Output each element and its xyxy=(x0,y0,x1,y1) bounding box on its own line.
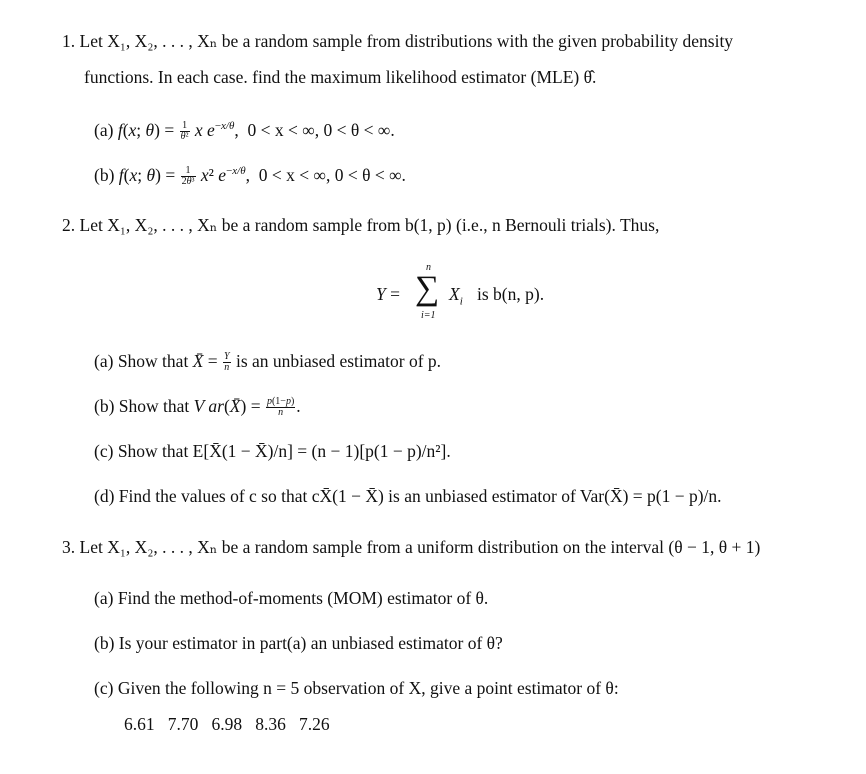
part-c-label: (c) xyxy=(94,678,114,698)
formula-xbar: X̄ = $\frac{Y}{n}$ xyxy=(192,351,230,374)
question-2-intro xyxy=(62,214,659,236)
formula-a: f(x; θ) = $\frac{1}{\text{θ²}}$ x $e^{-x/\theta}$, xyxy=(117,120,239,143)
question-1-line-2 xyxy=(84,66,596,88)
sum-lower-limit: i=1 xyxy=(421,310,436,321)
sum-suffix: is b(n, p). xyxy=(477,284,545,304)
observations-list xyxy=(124,713,330,735)
question-2-text: Let X₁, X₂, . . . , Xₙ be a random sample from b(1, p) (i.e., n Bernouli trials). Thus, xyxy=(79,215,660,235)
sum-upper-limit: n xyxy=(426,262,431,273)
question-1-line-1 xyxy=(62,30,733,52)
part-b-domain: 0 < x < ∞, 0 < θ < ∞. xyxy=(258,165,406,185)
part-c-label: (c) xyxy=(94,441,114,461)
part-a-label: (a) xyxy=(94,588,114,608)
question-1-intro: Let X₁, X₂, . . . , Xₙ be a random sample from distributions with the given probability density xyxy=(79,31,734,51)
part-a-text-post: is an unbiased estimator of p. xyxy=(235,351,442,371)
question-3-text: Let X₁, X₂, . . . , Xₙ be a random sample from a uniform distribution on the interval (θ − 1, θ + 1) xyxy=(79,537,761,557)
sum-display xyxy=(370,262,590,322)
question-3-number: 3. xyxy=(62,537,76,557)
question-2-part-d xyxy=(94,485,722,507)
question-1-part-a xyxy=(94,119,395,142)
question-2-part-c xyxy=(94,440,451,462)
part-b-label: (b) xyxy=(94,396,115,416)
observation-value: 7.70 xyxy=(167,714,199,734)
sum-term: $X_i$ xyxy=(449,284,463,308)
part-b-label: (b) xyxy=(94,165,115,185)
part-d-label: (d) xyxy=(94,486,115,506)
question-1-number: 1. xyxy=(62,31,76,51)
question-3-part-a xyxy=(94,587,488,609)
question-3-intro xyxy=(62,536,760,558)
part-c-text: Given the following n = 5 observation of X, give a point estimator of θ: xyxy=(117,678,619,698)
question-1-part-b xyxy=(94,164,406,187)
part-b-text-pre: Show that xyxy=(118,396,190,416)
observation-value: 6.98 xyxy=(211,714,243,734)
question-3-part-b xyxy=(94,632,503,654)
part-a-domain: 0 < x < ∞, 0 < θ < ∞. xyxy=(247,120,395,140)
part-a-text: Find the method-of-moments (MOM) estimator of θ. xyxy=(117,588,489,608)
part-b-label: (b) xyxy=(94,633,115,653)
part-b-text: Is your estimator in part(a) an unbiased estimator of θ? xyxy=(118,633,503,653)
formula-b: f(x; θ) = $\frac{1}{\text{2θ³}}$ x² $e^{-x/\theta}$, xyxy=(118,165,250,188)
observation-value: 6.61 xyxy=(124,714,155,734)
question-1-intro-cont: functions. In each case. find the maximum likelihood estimator (MLE) θ̂. xyxy=(84,67,597,87)
question-2-number: 2. xyxy=(62,215,76,235)
part-a-text-pre: Show that xyxy=(117,351,189,371)
observation-value: 7.26 xyxy=(299,714,330,734)
part-a-label: (a) xyxy=(94,120,114,140)
part-d-text: Find the values of c so that cX̄(1 − X̄) is an unbiased estimator of Var(X̄) = p(1 − p)/n. xyxy=(118,486,722,506)
observation-value: 8.36 xyxy=(255,714,286,734)
sum-lhs: Y = xyxy=(376,284,400,304)
question-3-part-c xyxy=(94,677,619,699)
sigma-icon: ∑ xyxy=(415,270,440,307)
question-2-part-a xyxy=(94,350,441,373)
question-2-part-b xyxy=(94,395,301,418)
part-a-label: (a) xyxy=(94,351,114,371)
formula-var: V ar(X̄) = $\frac{p(1-p)}{n}$ . xyxy=(193,396,301,419)
part-c-text: Show that E[X̄(1 − X̄)/n] = (n − 1)[p(1 − p)/n²]. xyxy=(117,441,451,461)
